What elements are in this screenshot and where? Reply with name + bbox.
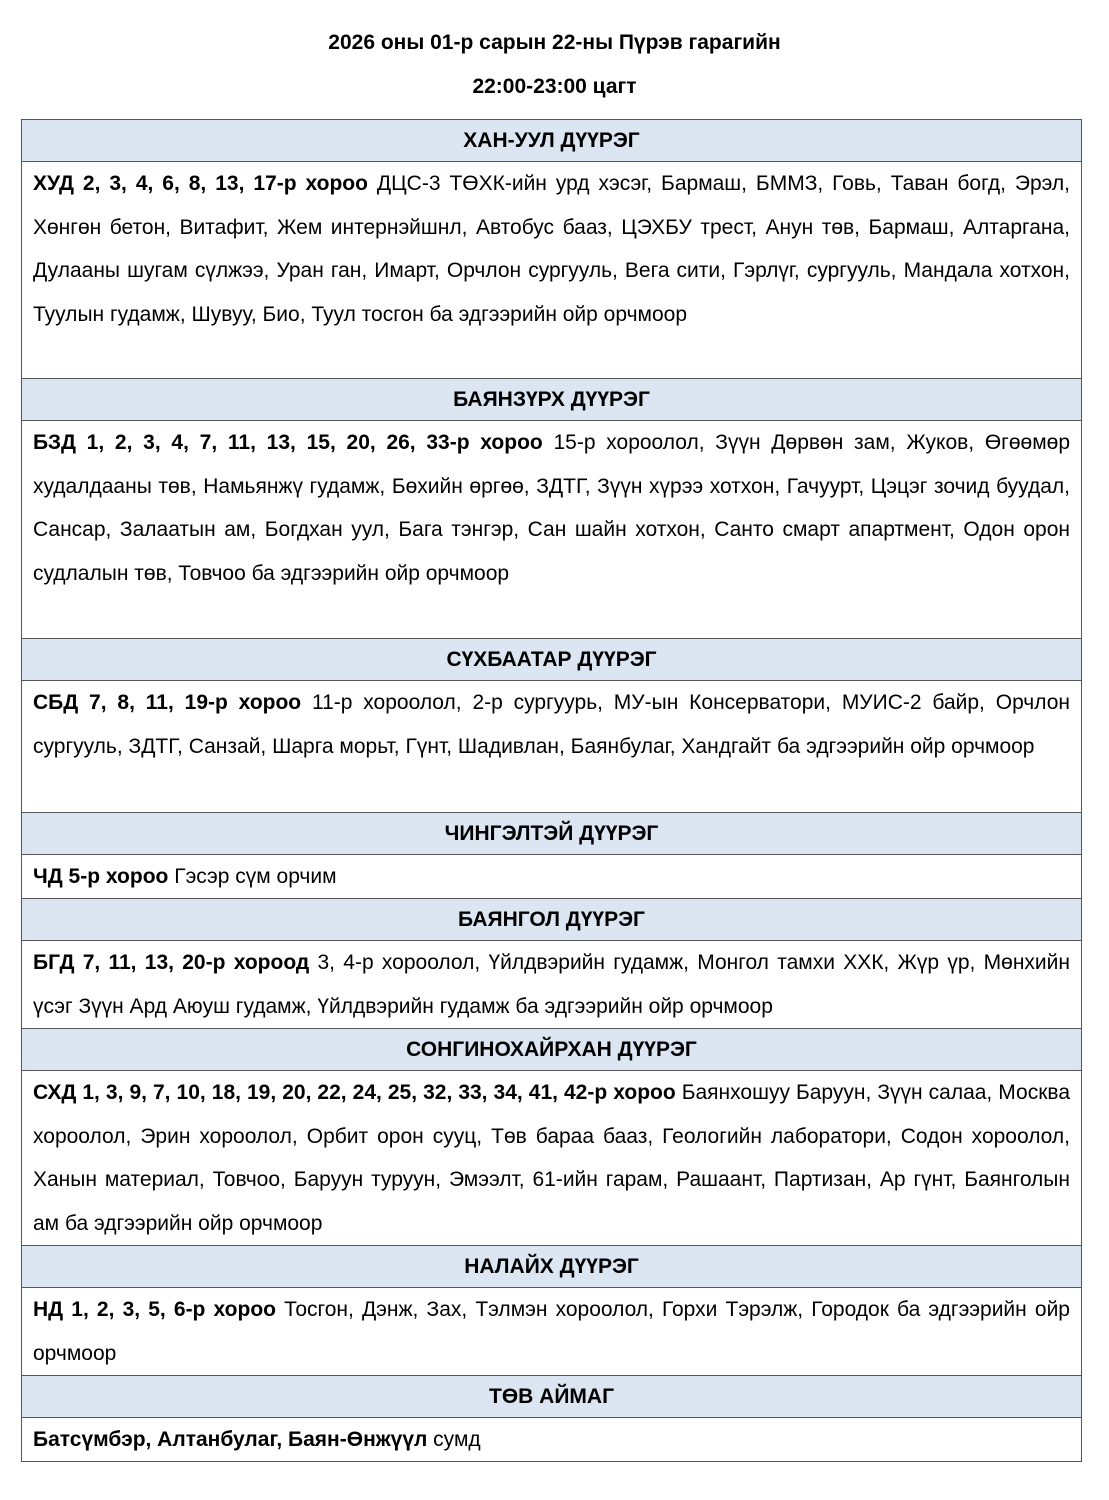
district-area-list: 15-р хороолол, Зүүн Дөрвөн зам, Жуков, Өгөөмөр худалдааны төв, Намьянжү гудамж, Бөхийн өргөө, ЗДТГ, Зүүн хүрээ хотхон, Гачуурт, Цэцэг зочид буудал, Сансар, Залаатын ам, Богдхан уул, Бага тэнгэр, Сан шайн хотхон, Санто смарт апартмент, Одон орон судлалын төв, Товчоо ба эдгээрийн ойр орчмоор	[33, 431, 1070, 585]
district-khoroo-codes: БЗД 1, 2, 3, 4, 7, 11, 13, 15, 20, 26, 33-р хороо	[33, 431, 543, 454]
district-name: ТӨВ АЙМАГ	[22, 1376, 1082, 1418]
district-area-list: 11-р хороолол, 2-р сургуурь, МУ-ын Консерватори, МУИС-2 байр, Орчлон сургууль, ЗДТГ, Санзай, Шарга морьт, Гүнт, Шадивлан, Баянбулаг, Хандгайт ба эдгээрийн ойр орчмоор	[33, 691, 1070, 758]
district-header-row	[22, 1376, 1082, 1418]
district-area-list: Баянхошуу Баруун, Зүүн салаа, Москва хороолол, Эрин хороолол, Орбит орон сууц, Төв бараа бааз, Геологийн лаборатори, Содон хороолол, Ханын материал, Товчоо, Баруун туруун, Эмээлт, 61-ийн гарам, Рашаант, Партизан, Ар гүнт, Баянголын ам ба эдгээрийн ойр орчмоор	[33, 1081, 1070, 1235]
district-header-row	[22, 899, 1082, 941]
district-areas-row	[22, 1071, 1082, 1246]
district-area-list: Тосгон, Дэнж, Зах, Тэлмэн хороолол, Горхи Тэрэлж, Городок ба эдгээрийн ойр орчмоор	[33, 1298, 1070, 1365]
district-header-row	[22, 120, 1082, 162]
district-areas-row	[22, 681, 1082, 813]
district-areas-cell	[22, 681, 1082, 813]
district-areas-row	[22, 421, 1082, 639]
district-areas-cell	[22, 941, 1082, 1029]
district-name: БАЯНЗҮРХ ДҮҮРЭГ	[22, 379, 1082, 421]
district-areas-cell	[22, 1071, 1082, 1246]
district-khoroo-codes: ХУД 2, 3, 4, 6, 8, 13, 17-р хороо	[33, 172, 368, 195]
district-area-list: сумд	[427, 1427, 481, 1451]
district-khoroo-codes: СХД 1, 3, 9, 7, 10, 18, 19, 20, 22, 24, 25, 32, 33, 34, 41, 42-р хороо	[33, 1081, 676, 1104]
district-areas-cell	[22, 1288, 1082, 1376]
district-khoroo-codes: НД 1, 2, 3, 5, 6-р хороо	[33, 1298, 276, 1321]
district-khoroo-codes: СБД 7, 8, 11, 19-р хороо	[33, 691, 302, 714]
outage-schedule-table	[21, 119, 1082, 1462]
district-areas-cell	[22, 162, 1082, 379]
district-area-list: 3, 4-р хороолол, Үйлдвэрийн гудамж, Монгол тамхи ХХК, Жүр үр, Мөнхийн үсэг Зүүн Ард Аюуш гудамж, Үйлдвэрийн гудамж ба эдгээрийн ойр орчмоор	[33, 951, 1070, 1018]
district-header-row	[22, 639, 1082, 681]
district-areas-row	[22, 1418, 1082, 1462]
district-areas-cell	[22, 421, 1082, 639]
district-name: СОНГИНОХАЙРХАН ДҮҮРЭГ	[22, 1029, 1082, 1071]
district-areas-row	[22, 1288, 1082, 1376]
district-areas-cell	[22, 1418, 1082, 1462]
district-area-list: ДЦС-3 ТӨХК-ийн урд хэсэг, Бармаш, БММЗ, Говь, Таван богд, Эрэл, Хөнгөн бетон, Витафит, Жем интернэйшнл, Автобус бааз, ЦЭХБУ трест, Анун төв, Бармаш, Алтаргана, Дулааны шугам сүлжээ, Уран ган, Имарт, Орчлон сургууль, Вега сити, Гэрлүг, сургууль, Мандала хотхон, Туулын гудамж, Шувуу, Био, Туул тосгон ба эдгээрийн ойр орчмоор	[33, 172, 1070, 326]
district-header-row	[22, 1246, 1082, 1288]
district-areas-row	[22, 941, 1082, 1029]
district-khoroo-codes: ЧД 5-р хороо	[33, 864, 169, 888]
schedule-date-title: 2026 оны 01-р сарын 22-ны Пүрэв гарагийн	[328, 31, 781, 54]
schedule-time-title: 22:00-23:00 цагт	[472, 75, 637, 98]
district-name: СҮХБААТАР ДҮҮРЭГ	[22, 639, 1082, 681]
district-area-list: Гэсэр сүм орчим	[168, 864, 337, 888]
district-khoroo-codes: БГД 7, 11, 13, 20-р хороод	[33, 951, 310, 974]
district-areas-cell	[22, 855, 1082, 899]
district-name: БАЯНГОЛ ДҮҮРЭГ	[22, 899, 1082, 941]
district-name: НАЛАЙХ ДҮҮРЭГ	[22, 1246, 1082, 1288]
district-header-row	[22, 813, 1082, 855]
district-header-row	[22, 1029, 1082, 1071]
district-areas-row	[22, 162, 1082, 379]
district-khoroo-codes: Батсүмбэр, Алтанбулаг, Баян-Өнжүүл	[33, 1427, 428, 1451]
district-header-row	[22, 379, 1082, 421]
district-name: ЧИНГЭЛТЭЙ ДҮҮРЭГ	[22, 813, 1082, 855]
district-areas-row	[22, 855, 1082, 899]
district-name: ХАН-УУЛ ДҮҮРЭГ	[22, 120, 1082, 162]
